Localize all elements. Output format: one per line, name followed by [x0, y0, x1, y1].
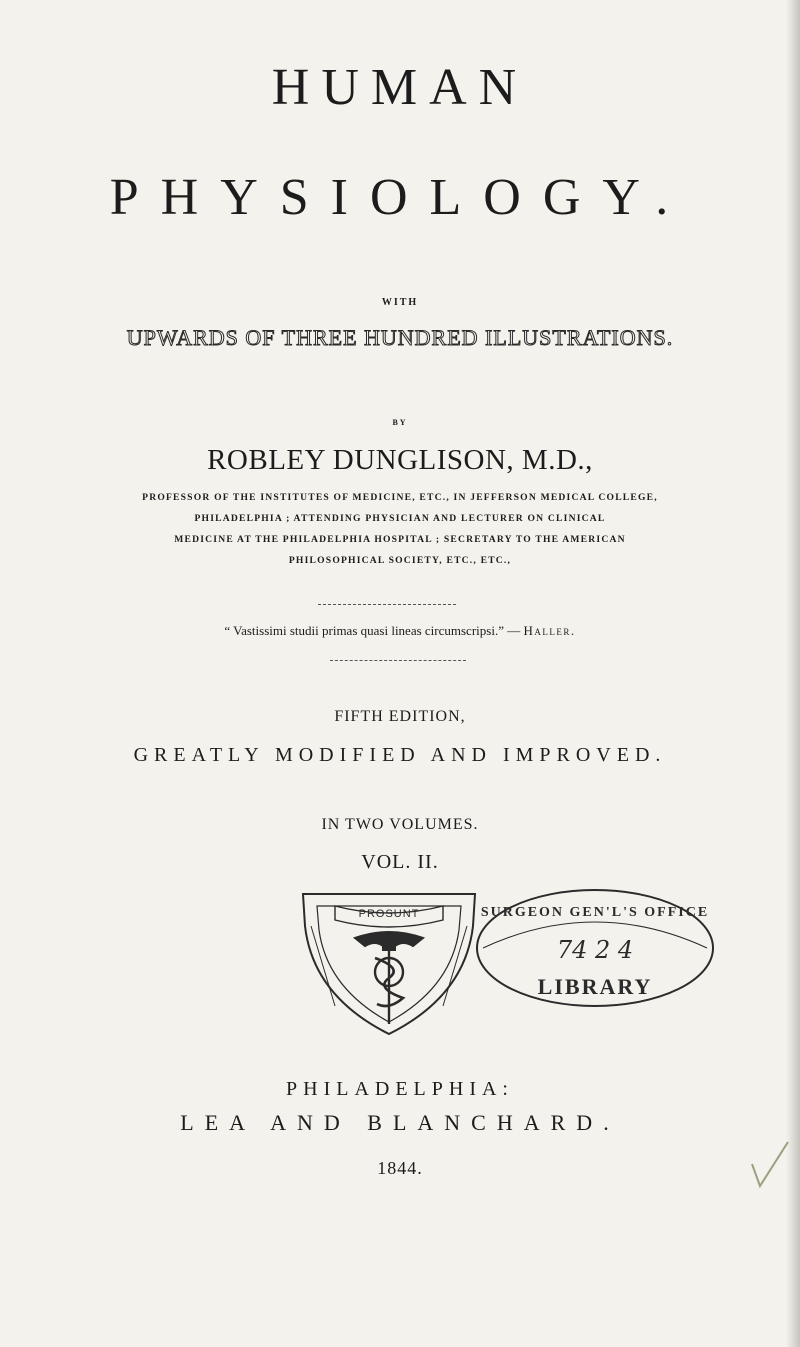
imprint-city: PHILADELPHIA: [286, 1078, 514, 1100]
edition-note: GREATLY MODIFIED AND IMPROVED. [133, 744, 667, 766]
motto [0, 623, 800, 639]
imprint-publisher: LEA AND BLANCHARD. [180, 1110, 620, 1135]
author-credential-line: PHILOSOPHICAL SOCIETY, ETC., ETC., [288, 555, 512, 566]
author-credential-line: MEDICINE AT THE PHILADELPHIA HOSPITAL ; SECRETARY TO THE AMERICAN [174, 534, 626, 545]
stamp-shield-text: PROSUNT [358, 908, 420, 920]
author-credential-line: PHILADELPHIA ; ATTENDING PHYSICIAN AND LECTURER ON CLINICAL [194, 513, 606, 524]
library-stamp [295, 886, 715, 1036]
divider-rule [318, 604, 456, 605]
stamp-library-label: LIBRARY [537, 974, 653, 999]
stamp-handwritten-number: 74 2 4 [556, 936, 634, 964]
stamp-arc-text: SURGEON GEN'L'S OFFICE [480, 905, 710, 920]
divider-rule [330, 660, 466, 661]
imprint-year: 1844. [377, 1158, 423, 1178]
eagle-icon [355, 932, 423, 950]
title-line-2: PHYSIOLOGY. [109, 169, 691, 226]
author-credential-line: PROFESSOR OF THE INSTITUTES OF MEDICINE, ETC., IN JEFFERSON MEDICAL COLLEGE, [142, 492, 658, 503]
motto-quote: “ Vastissimi studii primas quasi lineas circumscripsi.” — [224, 623, 524, 638]
motto-attribution: Haller. [523, 623, 576, 638]
pencil-checkmark-icon [750, 1140, 790, 1190]
edition-label: FIFTH EDITION, [334, 708, 466, 725]
subtitle-illustrations: UPWARDS OF THREE HUNDRED ILLUSTRATIONS. [126, 325, 674, 350]
byline-by: BY [392, 418, 408, 427]
volume-number: VOL. II. [361, 851, 439, 873]
subtitle-with: WITH [381, 297, 419, 308]
volumes-label: IN TWO VOLUMES. [321, 816, 479, 833]
title-line-1: HUMAN [271, 59, 529, 116]
author-name: ROBLEY DUNGLISON, M.D., [207, 444, 593, 476]
